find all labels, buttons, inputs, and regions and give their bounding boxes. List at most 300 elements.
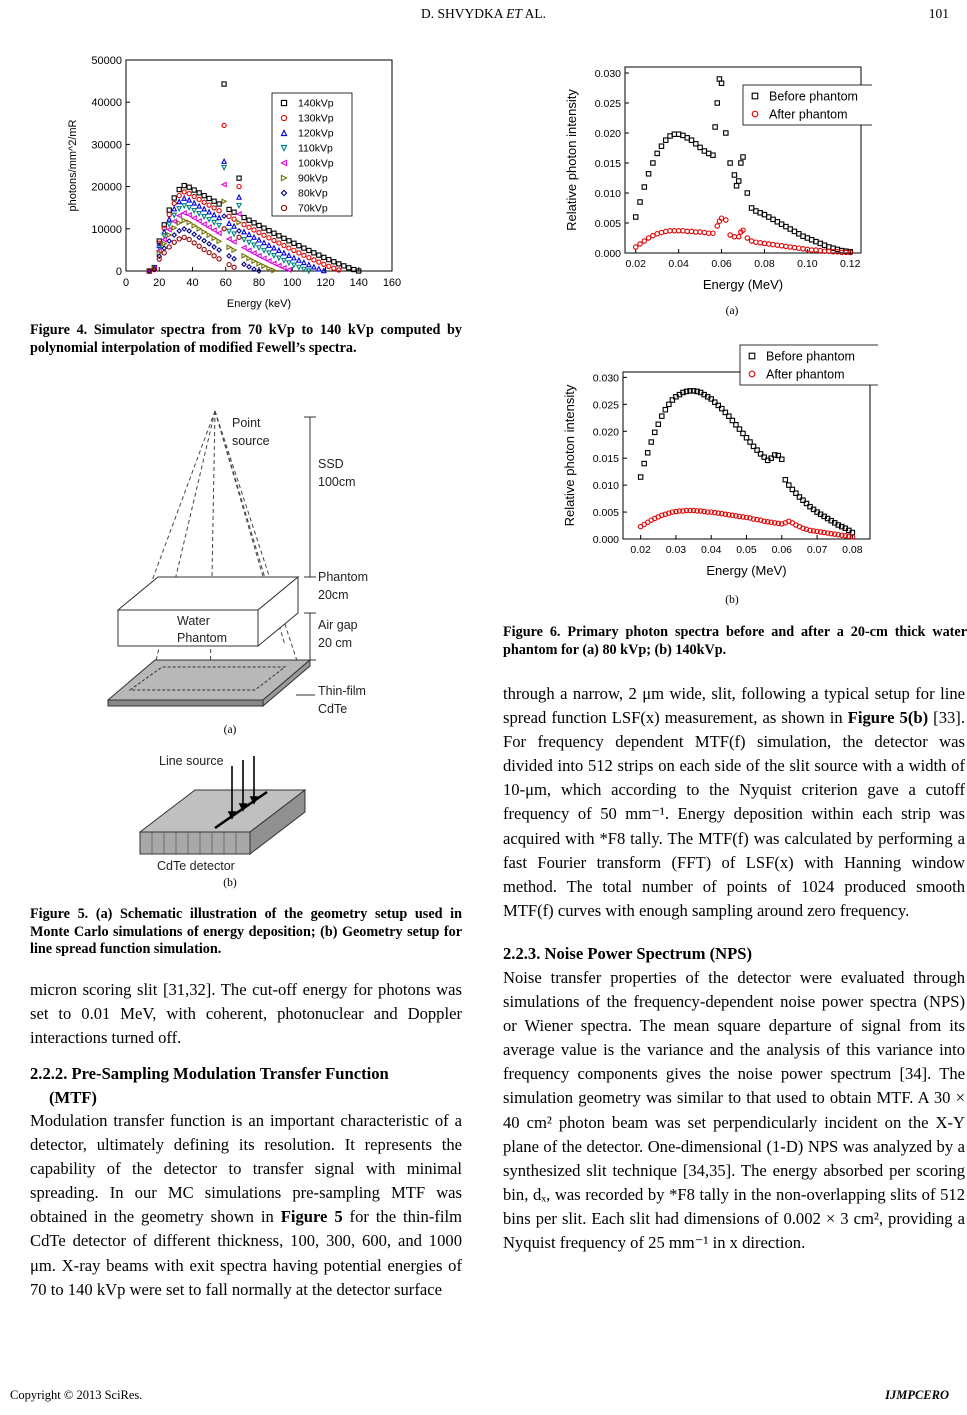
fig4-point bbox=[297, 251, 301, 255]
fig4-point bbox=[192, 209, 196, 213]
fig4-point bbox=[252, 243, 256, 247]
fig4-point bbox=[232, 248, 236, 252]
fig4-point bbox=[182, 218, 186, 222]
fig4-point bbox=[162, 242, 166, 246]
fig4-point bbox=[317, 253, 321, 257]
fig4-point bbox=[307, 248, 311, 252]
x-tick-label: 40 bbox=[186, 277, 199, 289]
x-tick-label: 80 bbox=[252, 277, 266, 289]
fig4-point bbox=[212, 236, 216, 240]
fig4-point bbox=[242, 254, 246, 258]
fig4-point bbox=[182, 190, 186, 194]
fig4-point bbox=[242, 262, 246, 266]
fig4-point bbox=[192, 216, 196, 220]
y-tick-label: 0.015 bbox=[592, 453, 619, 466]
label-cdte-detector: CdTe detector bbox=[157, 859, 235, 873]
fig6a-point bbox=[784, 244, 788, 248]
fig4-point bbox=[232, 240, 236, 244]
section-2-2-2-heading bbox=[30, 1062, 462, 1110]
fig4-point bbox=[282, 236, 286, 240]
fig6a-point bbox=[762, 241, 766, 245]
fig6b-point bbox=[653, 430, 657, 434]
fig6a-point bbox=[809, 238, 813, 242]
fig4-point bbox=[237, 195, 241, 199]
legend-entry: 120kVp bbox=[298, 127, 334, 140]
fig4-point bbox=[202, 222, 206, 226]
fig4-point bbox=[252, 235, 256, 239]
fig4-point bbox=[317, 260, 321, 264]
fig4-point bbox=[172, 196, 176, 200]
fig4-point bbox=[232, 257, 236, 261]
fig4-point bbox=[297, 244, 301, 248]
fig4-point bbox=[207, 218, 211, 222]
fig6a-point bbox=[646, 172, 650, 176]
fig6a-point bbox=[706, 151, 710, 155]
fig4-point bbox=[177, 207, 181, 211]
fig6a-point bbox=[638, 242, 642, 246]
fig4-point bbox=[192, 201, 196, 205]
fig4-point bbox=[227, 221, 231, 225]
fig4-point bbox=[272, 261, 276, 265]
fig4-point bbox=[182, 235, 186, 239]
fig6a-point bbox=[681, 133, 685, 137]
figure-4-chart bbox=[62, 50, 407, 318]
fig4-point bbox=[167, 245, 171, 249]
fig4-point bbox=[192, 188, 196, 192]
fig4-point bbox=[222, 166, 226, 170]
fig4-point bbox=[182, 204, 186, 208]
fig4-point bbox=[237, 212, 241, 216]
x-tick-label: 0.10 bbox=[797, 258, 818, 270]
fig4-point bbox=[247, 248, 251, 252]
fig6a-point bbox=[638, 200, 642, 204]
fig6a-point bbox=[698, 230, 702, 234]
fig4-point bbox=[222, 159, 226, 163]
fig6b-point bbox=[737, 427, 741, 431]
fig4-point bbox=[292, 248, 296, 252]
x-tick-label: 0.07 bbox=[806, 544, 828, 556]
label-water-2: Phantom bbox=[177, 631, 228, 645]
fig4-point bbox=[162, 246, 166, 250]
fig4-point bbox=[267, 259, 271, 263]
fig6a-point bbox=[779, 222, 783, 226]
fig4-point bbox=[272, 246, 276, 250]
fig4-point bbox=[172, 207, 176, 211]
fig4-point bbox=[177, 187, 181, 191]
fig4-point bbox=[177, 221, 181, 225]
y-tick-label: 0.000 bbox=[594, 248, 621, 260]
fig6a-point bbox=[659, 144, 663, 148]
fig6a-point bbox=[668, 229, 672, 233]
fig4-point bbox=[257, 238, 261, 242]
fig4-point bbox=[232, 265, 236, 269]
fig6b-point bbox=[642, 461, 646, 465]
fig4-point bbox=[207, 203, 211, 207]
cdte-detector-block bbox=[140, 790, 305, 854]
fig4-point bbox=[262, 226, 266, 230]
y-tick-label: 10000 bbox=[91, 223, 122, 236]
fig6a-point bbox=[724, 131, 728, 135]
fig4-point bbox=[162, 238, 166, 242]
heading-line-2: (MTF) bbox=[49, 1088, 97, 1107]
fig6b-point bbox=[663, 408, 667, 412]
legend-entry: After phantom bbox=[766, 367, 845, 382]
label-point-source-1: Point bbox=[232, 416, 261, 430]
fig6a-point bbox=[651, 161, 655, 165]
fig4-point bbox=[197, 235, 201, 239]
fig4-point bbox=[287, 253, 291, 257]
fig6a-point bbox=[754, 209, 758, 213]
fig6a-point bbox=[715, 101, 719, 105]
x-tick-label: 20 bbox=[153, 277, 166, 289]
fig4-point bbox=[192, 224, 196, 228]
fig4-point bbox=[227, 263, 231, 267]
fig6a-point bbox=[767, 242, 771, 246]
fig4-point bbox=[262, 240, 266, 244]
fig6a-point bbox=[801, 247, 805, 251]
fig4-point bbox=[212, 213, 216, 217]
left-p2-b: for the thin-film CdTe detector of different thickness, 100, 300, 600, and 1000 μm. X-ray beams with exit spectra having potential energies of 70 to 140 kVp were set to fall normally at the detector surface bbox=[30, 1207, 462, 1299]
fig4-point bbox=[247, 265, 251, 269]
fig4-point bbox=[162, 251, 166, 255]
fig4-point bbox=[327, 264, 331, 268]
fig4-point bbox=[212, 206, 216, 210]
fig6b-point bbox=[748, 440, 752, 444]
figure-4-caption: Figure 4. Simulator spectra from 70 kVp to 140 kVp computed by polynomial interpolation of modified Fewell’s spectra. bbox=[30, 322, 462, 356]
fig4-point bbox=[177, 229, 181, 233]
fig4-point bbox=[262, 233, 266, 237]
fig4-point bbox=[227, 245, 231, 249]
legend-entry: 80kVp bbox=[298, 187, 328, 200]
fig4-point bbox=[182, 227, 186, 231]
fig6a-point bbox=[634, 245, 638, 249]
fig4-point bbox=[227, 214, 231, 218]
x-tick-label: 0.12 bbox=[840, 258, 861, 270]
fig6a-point bbox=[754, 240, 758, 244]
fig4-point bbox=[282, 243, 286, 247]
fig4-point bbox=[182, 211, 186, 215]
x-tick-label: 0.03 bbox=[665, 544, 687, 556]
figure-5b-ref: Figure 5(b) bbox=[847, 708, 929, 728]
fig4-point bbox=[242, 215, 246, 219]
label-thin-film-2: CdTe bbox=[318, 702, 348, 716]
fig4-point bbox=[222, 82, 226, 86]
fig4-point bbox=[332, 266, 336, 270]
fig4-point bbox=[237, 185, 241, 189]
fig4-point bbox=[277, 234, 281, 238]
y-tick-label: 0.025 bbox=[592, 399, 619, 412]
fig4-point bbox=[332, 260, 336, 264]
x-tick-label: 0.04 bbox=[668, 258, 689, 270]
fig4-point bbox=[187, 213, 191, 217]
fig5-sub-a: (a) bbox=[223, 724, 237, 736]
y-tick-label: 0.010 bbox=[592, 480, 619, 493]
fig4-point bbox=[292, 256, 296, 260]
x-tick-label: 0.08 bbox=[754, 258, 775, 270]
fig4-point bbox=[292, 241, 296, 245]
right-p1-b: [33]. For frequency dependent MTF(f) simulation, the detector was divided into 512 strips on each side of the slit source with a width of 10-μm, which according to the Nyquist criterion gave a cutoff frequency of 50 mm⁻¹. Energy deposition within each strip was acquired with *F8 tally. The MTF(f) was calculated by performing a fast Fourier transform (FFT) of LSF(x) with Hanning window method. The total number of points of 1024 produced smooth MTF(f) curves with enough sampling around zero frequency. bbox=[503, 708, 965, 920]
fig6b-point bbox=[649, 440, 653, 444]
fig4-point bbox=[282, 266, 286, 270]
x-tick-label: 0.08 bbox=[842, 544, 863, 556]
fig4-point bbox=[282, 258, 286, 262]
x-axis-label: Energy (keV) bbox=[226, 298, 292, 310]
y-tick-label: 0 bbox=[115, 266, 122, 278]
x-tick-label: 0 bbox=[122, 277, 130, 289]
fig4-point bbox=[182, 184, 186, 188]
fig4-point bbox=[202, 215, 206, 219]
fig4-point bbox=[197, 244, 201, 248]
fig6a-point bbox=[792, 229, 796, 233]
fig4-point bbox=[197, 219, 201, 223]
y-tick-label: 0.010 bbox=[594, 188, 621, 200]
fig6a-point bbox=[685, 136, 689, 140]
fig4-point bbox=[172, 201, 176, 205]
fig4-point bbox=[197, 204, 201, 208]
fig4-point bbox=[232, 224, 236, 228]
fig6a-point bbox=[694, 230, 698, 234]
fig4-point bbox=[312, 258, 316, 262]
x-tick-label: 100 bbox=[283, 277, 302, 289]
heading-line-1: 2.2.2. Pre-Sampling Modulation Transfer Function bbox=[30, 1064, 389, 1083]
fig4-point bbox=[307, 263, 311, 267]
fig4-point bbox=[187, 192, 191, 196]
fig6a-point bbox=[659, 230, 663, 234]
fig6a-point bbox=[805, 236, 809, 240]
fig6a-point bbox=[792, 245, 796, 249]
fig4-point bbox=[262, 256, 266, 260]
fig4-point bbox=[202, 230, 206, 234]
fig4-point bbox=[257, 223, 261, 227]
section-2-2-3-heading: 2.2.3. Noise Power Spectrum (NPS) bbox=[503, 944, 753, 963]
ssd-arrow bbox=[296, 417, 316, 695]
fig4-point bbox=[212, 245, 216, 249]
fig4-point bbox=[227, 229, 231, 233]
fig4-point bbox=[222, 182, 226, 186]
fig4-point bbox=[287, 246, 291, 250]
figure-6a-chart bbox=[560, 55, 872, 300]
fig4-point bbox=[337, 262, 341, 266]
fig4-point bbox=[182, 196, 186, 200]
fig4-point bbox=[267, 229, 271, 233]
fig4-point bbox=[217, 248, 221, 252]
figure-6-caption: Figure 6. Primary photon spectra before and after a 20-cm thick water phantom for (a) 80 kVp; (b) 140kVp. bbox=[503, 624, 967, 658]
right-paragraph-1 bbox=[503, 682, 965, 923]
fig6b-point bbox=[783, 478, 787, 482]
fig4-point bbox=[227, 254, 231, 258]
fig6a-point bbox=[767, 215, 771, 219]
fig4-legend bbox=[272, 93, 352, 216]
fig4-point bbox=[177, 214, 181, 218]
fig4-point bbox=[297, 258, 301, 262]
fig6b-point bbox=[741, 431, 745, 435]
fig4-point bbox=[212, 228, 216, 232]
fig6a-point bbox=[737, 235, 741, 239]
fig6a-point bbox=[702, 149, 706, 153]
header-et: ET bbox=[506, 6, 522, 21]
fig4-point bbox=[217, 202, 221, 206]
figure-6b-chart bbox=[560, 335, 878, 585]
fig6a-point bbox=[642, 239, 646, 243]
fig4-point bbox=[212, 254, 216, 258]
fig4-point bbox=[207, 251, 211, 255]
fig6a-point bbox=[762, 212, 766, 216]
label-water-1: Water bbox=[177, 614, 210, 628]
y-tick-label: 20000 bbox=[91, 181, 122, 194]
fig4-point bbox=[252, 221, 256, 225]
fig6b-point bbox=[667, 402, 671, 406]
x-tick-label: 0.02 bbox=[630, 544, 651, 556]
fig6a-point bbox=[681, 229, 685, 233]
fig4-point bbox=[282, 251, 286, 255]
x-tick-label: 0.05 bbox=[736, 544, 757, 556]
label-phantom-2: 20cm bbox=[318, 588, 349, 602]
fig4-point bbox=[192, 194, 196, 198]
fig5-sub-b: (b) bbox=[223, 877, 237, 889]
fig4-point bbox=[207, 196, 211, 200]
fig4-point bbox=[187, 185, 191, 189]
figure-5b-diagram bbox=[135, 748, 335, 874]
fig4-point bbox=[262, 264, 266, 268]
fig4-point bbox=[237, 229, 241, 233]
fig4-point bbox=[252, 259, 256, 263]
label-air-gap-1: Air gap bbox=[318, 618, 358, 632]
fig4-point bbox=[172, 226, 176, 230]
fig6-sub-a: (a) bbox=[725, 305, 739, 317]
fig4-point bbox=[247, 240, 251, 244]
fig4-point bbox=[302, 260, 306, 264]
left-paragraph-1: micron scoring slit [31,32]. The cut-off energy for photons was set to 0.01 MeV, with coherent, photonuclear and Doppler interactions turned off. bbox=[30, 980, 462, 1048]
y-tick-label: 0.020 bbox=[594, 128, 621, 140]
fig6a-point bbox=[713, 125, 717, 129]
fig4-point bbox=[252, 251, 256, 255]
y-axis-label: photons/mm^2/mR bbox=[67, 119, 79, 212]
fig4-point bbox=[302, 246, 306, 250]
fig4-point bbox=[167, 239, 171, 243]
y-tick-label: 50000 bbox=[91, 55, 122, 67]
fig6a-point bbox=[788, 245, 792, 249]
fig6a-point bbox=[818, 241, 822, 245]
fig4-point bbox=[322, 255, 326, 259]
fig4-point bbox=[207, 210, 211, 214]
fig6a-point bbox=[655, 151, 659, 155]
fig4-point bbox=[197, 197, 201, 201]
x-tick-label: 0.06 bbox=[771, 544, 793, 556]
fig4-point bbox=[167, 227, 171, 231]
fig4-point bbox=[172, 233, 176, 237]
x-tick-label: 120 bbox=[316, 277, 335, 289]
fig4-point bbox=[242, 245, 246, 249]
fig4-point bbox=[342, 264, 346, 268]
fig6a-point bbox=[788, 227, 792, 231]
fig4-point bbox=[257, 254, 261, 258]
fig4-point bbox=[247, 225, 251, 229]
y-tick-label: 0.025 bbox=[594, 98, 621, 110]
fig6a-point bbox=[664, 229, 668, 233]
left-p2-a: Modulation transfer function is an important characteristic of a detector, ultimately defining its resolution. It represents the capability of the detector to transfer signal with minimal spreading. In our MC simulations pre-sampling MTF was obtained in the geometry shown in bbox=[30, 1111, 462, 1227]
fig6b-point bbox=[660, 414, 664, 418]
fig4-point bbox=[232, 210, 236, 214]
fig6b-point bbox=[646, 451, 650, 455]
fig6a-point bbox=[672, 132, 676, 136]
fig6a-point bbox=[651, 233, 655, 237]
fig4-point bbox=[187, 198, 191, 202]
fig4-point bbox=[217, 257, 221, 261]
fig4-point bbox=[262, 248, 266, 252]
y-tick-label: 40000 bbox=[91, 97, 122, 110]
fig6a-point bbox=[689, 229, 693, 233]
fig6a-point bbox=[741, 155, 745, 159]
fig4-point bbox=[227, 207, 231, 211]
fig6a-point bbox=[732, 173, 736, 177]
y-tick-label: 0.030 bbox=[594, 68, 621, 80]
fig4-point bbox=[227, 237, 231, 241]
footer-copyright: Copyright © 2013 SciRes. bbox=[10, 1388, 143, 1402]
right-paragraph-2: Noise transfer properties of the detector were evaluated through simulations of the frequency-dependent noise power spectra (NPS) or Wiener spectra. The mean square departure of signal from its average value is the variance and the analysis of this variance into frequency components gives the noise power spectrum [34]. The simulation geometry was similar to that used to obtain MTF. A 30 × 40 cm² photon beam was set perpendicularly incident on the X-Y plane of the detector. One-dimensional (1-D) NPS was analyzed by a synthesized slit technique [34,35]. The energy absorbed per scoring bin, dₓ, was recorded by *F8 tally in the non-overlapping slits of 512 bins per slit. Each slit had dimensions of 0.002 × 3 cm², providing a Nyquist frequency of 25 mm⁻¹ in x direction. bbox=[503, 968, 965, 1253]
fig4-point bbox=[202, 207, 206, 211]
footer-journal: IJMPCERO bbox=[885, 1388, 949, 1402]
fig4-point bbox=[197, 212, 201, 216]
fig4-point bbox=[172, 219, 176, 223]
fig4-point bbox=[322, 262, 326, 266]
x-tick-label: 0.06 bbox=[711, 258, 732, 270]
fig4-point bbox=[202, 200, 206, 204]
fig6b-point bbox=[787, 483, 791, 487]
fig4-point bbox=[177, 237, 181, 241]
figure-5-ref: Figure 5 bbox=[280, 1207, 343, 1227]
fig4-point bbox=[257, 262, 261, 266]
fig4-point bbox=[317, 267, 321, 271]
fig4-point bbox=[302, 253, 306, 257]
fig6a-point bbox=[724, 218, 728, 222]
fig6a-point bbox=[814, 248, 818, 252]
fig6a-point bbox=[749, 206, 753, 210]
fig4-point bbox=[257, 246, 261, 250]
y-tick-label: 0.005 bbox=[594, 218, 621, 230]
fig6a-point bbox=[797, 246, 801, 250]
legend-entry: Before phantom bbox=[769, 89, 858, 104]
fig4-point bbox=[312, 265, 316, 269]
fig6a-point bbox=[739, 161, 743, 165]
fig6a-point bbox=[655, 232, 659, 236]
fig6a-point bbox=[715, 224, 719, 228]
fig6a-point bbox=[771, 217, 775, 221]
y-axis-label: Relative photon intensity bbox=[564, 89, 579, 231]
fig4-point bbox=[347, 266, 351, 270]
legend-entry: 140kVp bbox=[298, 97, 334, 110]
fig6a-point bbox=[732, 235, 736, 239]
fig6a-point bbox=[814, 239, 818, 243]
fig4-point bbox=[217, 223, 221, 227]
fig4-point bbox=[232, 232, 236, 236]
fig4-point bbox=[202, 239, 206, 243]
fig4-point bbox=[192, 241, 196, 245]
fig6a-point bbox=[822, 243, 826, 247]
fig6a-point bbox=[745, 236, 749, 240]
label-phantom-1: Phantom bbox=[318, 570, 369, 584]
fig4-point bbox=[212, 220, 216, 224]
fig4-point bbox=[277, 248, 281, 252]
y-tick-label: 0.005 bbox=[592, 507, 619, 520]
fig4-point bbox=[242, 222, 246, 226]
fig6a-point bbox=[745, 191, 749, 195]
fig6a-point bbox=[784, 224, 788, 228]
fig4-point bbox=[177, 200, 181, 204]
fig4-point bbox=[217, 231, 221, 235]
fig4-point bbox=[277, 241, 281, 245]
fig6a-point bbox=[676, 229, 680, 233]
fig4-point bbox=[217, 239, 221, 243]
